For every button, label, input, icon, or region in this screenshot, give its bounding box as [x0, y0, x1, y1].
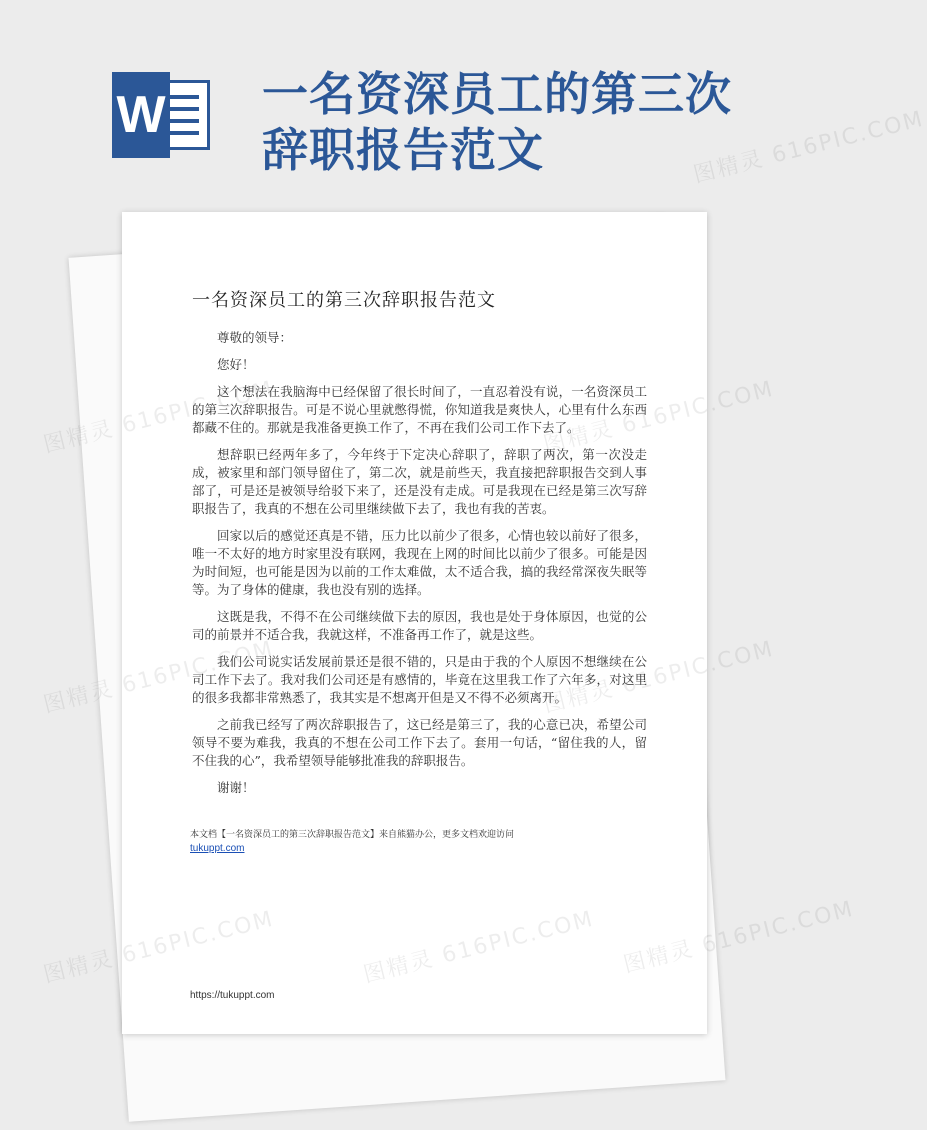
header-title: 一名资深员工的第三次辞职报告范文 — [262, 67, 732, 177]
paragraph: 回家以后的感觉还真是不错，压力比以前少了很多，心情也较以前好了很多，唯一不太好的地方时家里没有联网，我现在上网的时间比以前少了很多。可能是因为时间短，也可能是因为以前的工作太难做，太不适合我，搞的我经常深夜失眠等等。为了身体的健康，我也没有别的选择。 — [192, 528, 647, 597]
document-title: 一名资深员工的第三次辞职报告范文 — [192, 290, 496, 311]
source-note — [190, 829, 660, 856]
watermark: 图精灵 — [40, 676, 117, 719]
document-page — [122, 212, 707, 1034]
footer-url[interactable]: https://tukuppt.com — [190, 990, 275, 1001]
paragraph: 这个想法在我脑海中已经保留了很长时间了，一直忍着没有说，一名资深员工的第三次辞职报告。可是不说心里就憋得慌，你知道我是爽快人，心里有什么东西都藏不住的。那就是我准备更换工作了，不再在我们公司工作下去了。 — [192, 384, 647, 435]
document-body — [192, 329, 647, 806]
header — [0, 0, 800, 200]
word-letter: W — [112, 72, 170, 158]
watermark: 图精灵 616PIC.COM — [620, 896, 857, 979]
paragraph: 之前我已经写了两次辞职报告了，这已经是第三了，我的心意已决，希望公司领导不要为难我，我真的不想在公司工作下去了。套用一句话，“留住我的人，留不住我的心”，我希望领导能够批准我的辞职报告。 — [192, 717, 647, 768]
salutation: 尊敬的领导： — [217, 330, 293, 345]
word-document-icon — [112, 72, 212, 158]
paragraph: 我们公司说实话发展前景还是很不错的，只是由于我的个人原因不想继续在公司工作下去了。我对我们公司还是有感情的，毕竟在这里我工作了六年多，对这里的很多我都非常熟悉了，我其实是不想离开但是又不得不必须离开。 — [192, 654, 647, 705]
source-link[interactable]: tukuppt.com — [190, 843, 245, 854]
watermark: 图精灵 616PIC.COM — [690, 106, 927, 189]
paragraph: 这既是我，不得不在公司继续做下去的原因，我也是处于身体原因，也觉的公司的前景并不适合我，我就这样，不准备再工作了，就是这些。 — [192, 609, 647, 642]
watermark: 图精灵 — [40, 946, 117, 989]
source-note-text: 本文档【一名资深员工的第三次辞职报告范文】来自熊猫办公，更多文档欢迎访问 — [190, 830, 515, 840]
greeting: 您好！ — [217, 357, 255, 372]
watermark: 图精灵 — [40, 416, 117, 459]
paragraph: 想辞职已经两年多了，今年终于下定决心辞职了，辞职了两次，第一次没走成，被家里和部门领导留住了，第二次，就是前些天，我直接把辞职报告交到人事部了，可是还是被领导给驳下来了，还是没有走成。可是我现在已经是第三次写辞职报告了，我真的不想在公司里继续做下去了，我也有我的苦衷。 — [192, 447, 647, 516]
closing: 谢谢！ — [217, 780, 255, 795]
